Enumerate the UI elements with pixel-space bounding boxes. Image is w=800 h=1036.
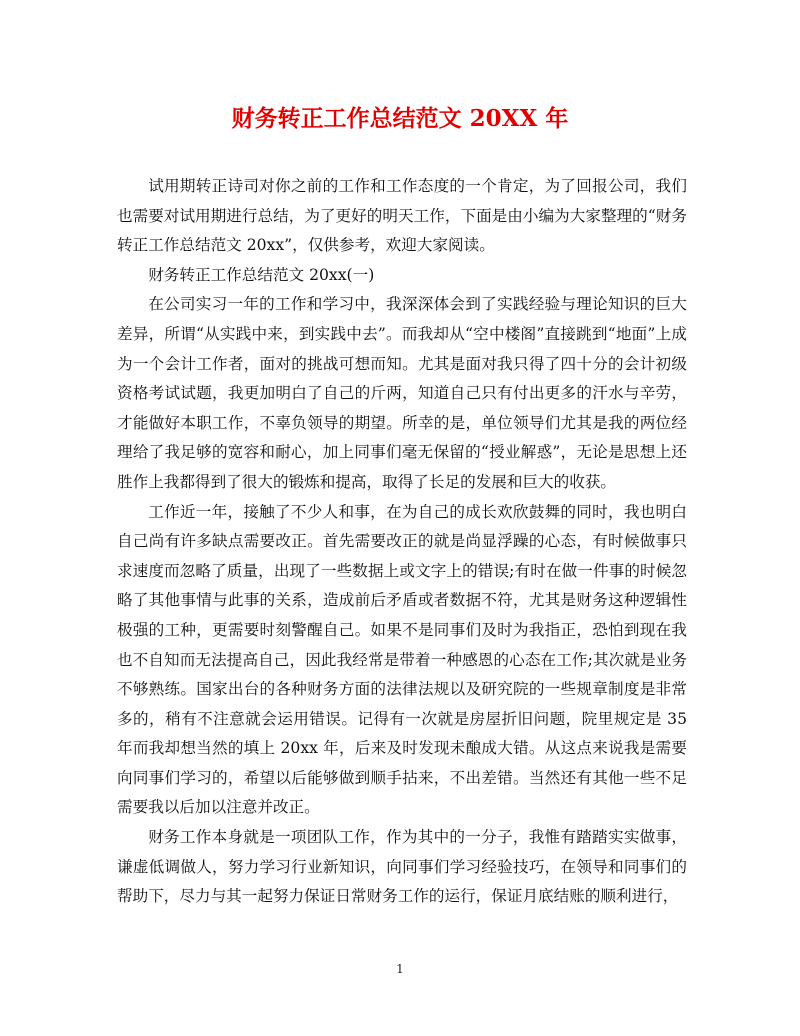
paragraph-shortcomings: 工作近一年，接触了不少人和事，在为自己的成长欢欣鼓舞的同时，我也明白自己尚有许多缺点需要改正。首先需要改正的就是尚显浮躁的心态，有时候做事只求速度而忽略了质量，出现了一些数据上或文字上的错误;有时在做一件事的时候忽略了其他事情与此事的关系，造成前后矛盾或者数据不符，尤其是财务这种逻辑性极强的工种，更需要时刻警醒自己。如果不是同事们及时为我指正，恐怕到现在我也不自知而无法提高自己，因此我经常是带着一种感恩的心态在工作;其次就是业务不够熟练。国家出台的各种财务方面的法律法规以及研究院的一些规章制度是非常多的，稍有不注意就会运用错误。记得有一次就是房屋折旧问题，院里规定是 35 年而我却想当然的填上 20xx 年，后来及时发现未酿成大错。从这点来说我是需要向同事们学习的，希望以后能够做到顺手拈来，不出差错。当然还有其他一些不足需要我以后加以注意并改正。 — [117, 502, 687, 817]
paragraph-teamwork: 财务工作本身就是一项团队工作，作为其中的一分子，我惟有踏踏实实做事，谦虚低调做人，努力学习行业新知识，向同事们学习经验技巧，在领导和同事们的帮助下，尽力与其一起努力保证日常财务工作的运行，保证月底结账的顺利进行， — [117, 828, 687, 906]
page-number: 1 — [396, 962, 404, 976]
document-title: 财务转正工作总结范文 20XX 年 — [231, 105, 569, 132]
section-heading: 财务转正工作总结范文 20xx(一) — [148, 265, 375, 284]
document-body — [117, 172, 687, 912]
paragraph-intro: 试用期转正诗司对你之前的工作和工作态度的一个肯定，为了回报公司，我们也需要对试用期进行总结，为了更好的明天工作，下面是由小编为大家整理的“财务转正工作总结范文 20xx”，仅供参考，欢迎大家阅读。 — [117, 177, 687, 255]
paragraph-internship: 在公司实习一年的工作和学习中，我深深体会到了实践经验与理论知识的巨大差异，所谓“从实践中来，到实践中去”。而我却从“空中楼阁”直接跳到“地面”上成为一个会计工作者，面对的挑战可想而知。尤其是面对我只得了四十分的会计初级资格考试试题，我更加明白了自己的斤两，知道自己只有付出更多的汗水与辛劳，才能做好本职工作，不辜负领导的期望。所幸的是，单位领导们尤其是我的两位经理给了我足够的宽容和耐心，加上同事们毫无保留的“授业解惑”，无论是思想上还胜作上我都得到了很大的锻炼和提高，取得了长足的发展和巨大的收获。 — [117, 295, 687, 491]
